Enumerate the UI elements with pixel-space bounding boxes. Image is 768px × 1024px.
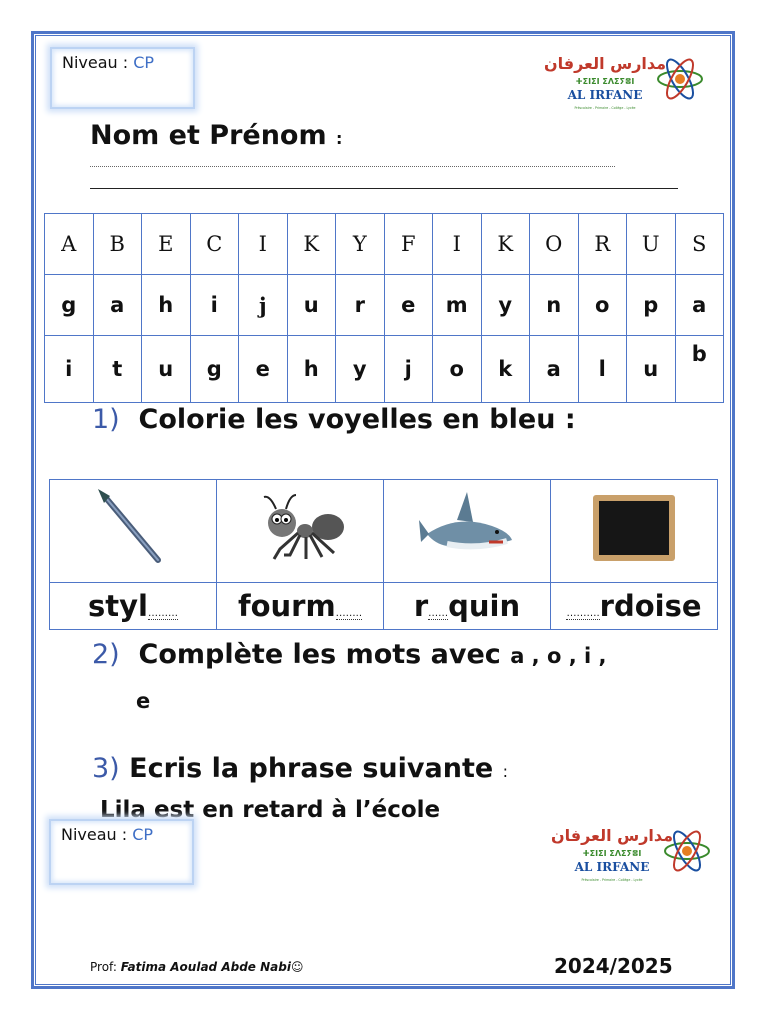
word-2-text: fourm xyxy=(237,589,336,623)
letter-cell[interactable]: K xyxy=(481,214,530,275)
question-3-colon: : xyxy=(502,762,508,781)
ant-icon xyxy=(250,489,350,569)
word-3-blank[interactable]: …… xyxy=(428,608,449,619)
teacher-credit xyxy=(90,960,303,974)
letter-cell[interactable]: u xyxy=(287,275,336,336)
prof-label: Prof: xyxy=(90,960,117,974)
letter-cell[interactable]: S xyxy=(675,214,724,275)
logo-name-text: AL IRFANE xyxy=(574,860,650,874)
words-table xyxy=(49,479,718,630)
letter-cell[interactable]: e xyxy=(239,336,288,403)
letter-cell[interactable]: I xyxy=(239,214,288,275)
question-1 xyxy=(92,404,576,435)
letter-cell[interactable]: a xyxy=(675,275,724,336)
word-3-text: quin xyxy=(448,589,521,623)
letter-cell[interactable]: g xyxy=(190,336,239,403)
letter-cell[interactable]: o xyxy=(578,275,627,336)
letter-cell[interactable]: a xyxy=(530,336,579,403)
slate-icon xyxy=(589,491,679,567)
logo-tagline-text: Préscolaire - Primaire - Collège - Lycée xyxy=(581,878,643,882)
letter-cell[interactable]: h xyxy=(287,336,336,403)
question-1-text: Colorie les voyelles en bleu : xyxy=(138,404,576,435)
shark-picture-cell xyxy=(384,480,551,583)
letter-cell[interactable]: g xyxy=(45,275,94,336)
pen-picture-cell xyxy=(50,480,217,583)
letter-cell[interactable]: m xyxy=(433,275,482,336)
letter-cell[interactable]: e xyxy=(384,275,433,336)
shark-icon xyxy=(417,484,517,574)
logo-arabic-text: مدارس العرفان xyxy=(550,826,674,845)
letter-cell[interactable]: y xyxy=(336,336,385,403)
letter-row-3 xyxy=(45,336,724,403)
question-2-text: Complète les mots avec xyxy=(138,639,501,670)
letter-cell[interactable]: O xyxy=(530,214,579,275)
letter-cell[interactable]: B xyxy=(93,214,142,275)
letter-cell[interactable]: r xyxy=(336,275,385,336)
question-2-number: 2) xyxy=(92,639,120,670)
question-3 xyxy=(92,753,508,784)
name-title xyxy=(90,120,342,151)
word-cell-4[interactable] xyxy=(551,583,718,630)
words-pictures-row xyxy=(50,480,718,583)
letter-cell[interactable]: Y xyxy=(336,214,385,275)
letter-cell[interactable]: j xyxy=(384,336,433,403)
niveau-label: Niveau : xyxy=(61,825,128,844)
school-logo-bottom xyxy=(550,817,717,887)
letter-grid xyxy=(44,213,724,403)
words-labels-row xyxy=(50,583,718,630)
slate-picture-cell xyxy=(551,480,718,583)
letter-cell[interactable]: t xyxy=(93,336,142,403)
niveau-box-top xyxy=(50,47,195,109)
school-logo-top xyxy=(543,45,710,115)
question-1-number: 1) xyxy=(92,404,120,435)
question-3-text: Ecris la phrase suivante xyxy=(129,753,494,784)
word-cell-1[interactable] xyxy=(50,583,217,630)
logo-tifinagh-text: ⵜⵉⵏⵉⵏ ⵉⴷⵉⵢⴻⵏ xyxy=(582,849,642,858)
question-2-letters-cont: e xyxy=(136,689,151,713)
question-2-letters: a , o , i , xyxy=(510,644,607,668)
name-label: Nom et Prénom xyxy=(90,120,327,151)
name-dotted-line[interactable] xyxy=(90,158,615,167)
letter-cell[interactable]: a xyxy=(93,275,142,336)
question-2 xyxy=(92,639,606,670)
logo-tifinagh-text: ⵜⵉⵏⵉⵏ ⵉⴷⵉⵢⴻⵏ xyxy=(575,77,635,86)
niveau-label: Niveau : xyxy=(62,53,129,72)
letter-cell[interactable]: I xyxy=(433,214,482,275)
letter-row-2 xyxy=(45,275,724,336)
word-2-blank[interactable]: …….. xyxy=(335,608,363,619)
letter-cell[interactable]: A xyxy=(45,214,94,275)
niveau-value: CP xyxy=(133,53,155,72)
letter-cell[interactable]: i xyxy=(45,336,94,403)
word-cell-2[interactable] xyxy=(217,583,384,630)
logo-name-text: AL IRFANE xyxy=(567,88,643,102)
letter-cell[interactable]: u xyxy=(142,336,191,403)
ant-picture-cell xyxy=(217,480,384,583)
niveau-box-bottom xyxy=(49,819,194,885)
letter-cell[interactable]: n xyxy=(530,275,579,336)
school-year: 2024/2025 xyxy=(554,954,673,978)
letter-cell[interactable]: i xyxy=(190,275,239,336)
letter-cell[interactable]: p xyxy=(627,275,676,336)
letter-cell[interactable]: o xyxy=(433,336,482,403)
word-3-prefix: r xyxy=(413,589,429,623)
word-1-text: styl xyxy=(88,589,148,623)
letter-cell[interactable]: y xyxy=(481,275,530,336)
prof-name: Fatima Aoulad Abde Nabi☺ xyxy=(120,960,304,974)
word-4-text: rdoise xyxy=(599,589,702,623)
logo-arabic-text: مدارس العرفان xyxy=(543,54,667,73)
letter-cell[interactable]: R xyxy=(578,214,627,275)
pen-icon xyxy=(88,484,178,574)
letter-row-uppercase xyxy=(45,214,724,275)
word-cell-3[interactable] xyxy=(384,583,551,630)
letter-cell[interactable]: k xyxy=(481,336,530,403)
name-colon: : xyxy=(336,129,343,148)
question-3-number: 3) xyxy=(92,753,120,784)
word-4-blank[interactable]: ………. xyxy=(566,608,600,619)
letter-cell[interactable]: l xyxy=(578,336,627,403)
letter-cell[interactable]: U xyxy=(627,214,676,275)
letter-cell[interactable]: b xyxy=(675,336,724,403)
letter-cell[interactable]: u xyxy=(627,336,676,403)
niveau-value: CP xyxy=(132,825,154,844)
letter-cell[interactable]: E xyxy=(142,214,191,275)
logo-tagline-text: Préscolaire - Primaire - Collège - Lycée xyxy=(574,106,636,110)
letter-cell[interactable]: h xyxy=(142,275,191,336)
letter-cell[interactable]: C xyxy=(190,214,239,275)
letter-cell[interactable]: F xyxy=(384,214,433,275)
name-solid-line[interactable] xyxy=(90,188,678,189)
model-sentence: Lila est en retard à l’école xyxy=(100,797,441,823)
letter-cell[interactable]: j xyxy=(239,275,288,336)
word-1-blank[interactable]: ……… xyxy=(147,608,178,619)
letter-cell[interactable]: K xyxy=(287,214,336,275)
